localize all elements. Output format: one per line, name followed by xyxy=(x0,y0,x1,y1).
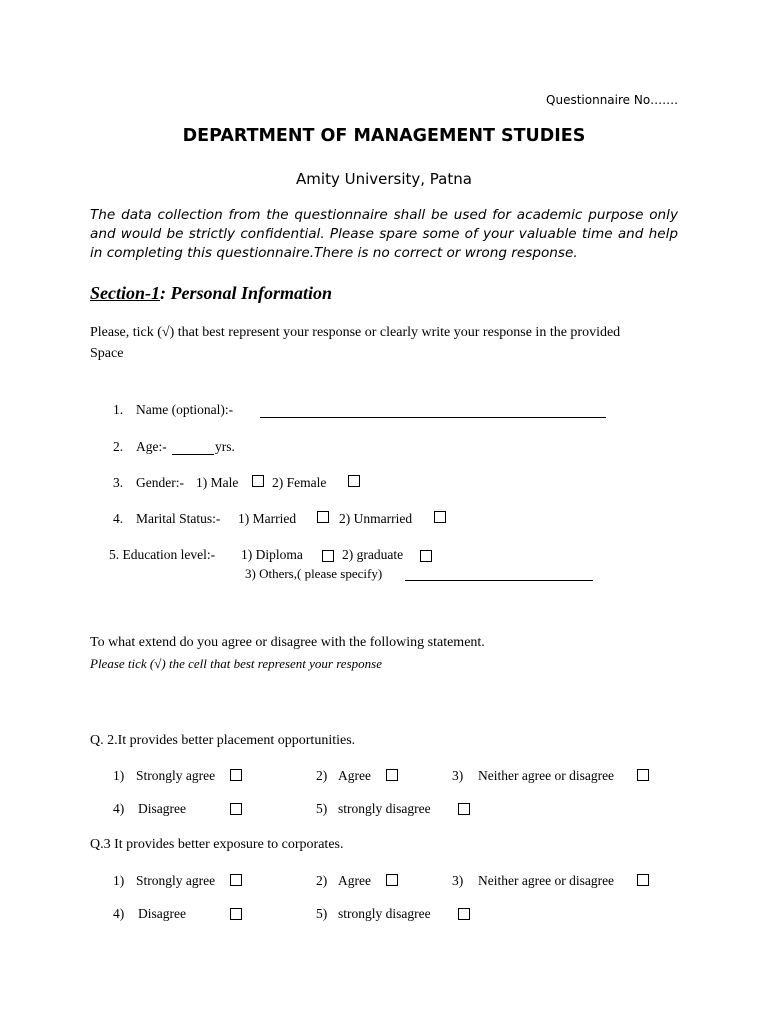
questionnaire-number: Questionnaire No……. xyxy=(546,93,678,107)
age-field-label: Age:- xyxy=(136,439,167,454)
name-field-label: Name (optional):- xyxy=(136,402,234,417)
q2-opt3-label: Neither agree or disagree xyxy=(478,768,615,783)
marital-field-number: 4. xyxy=(113,511,124,526)
q3-opt2-num: 2) xyxy=(316,873,328,888)
education-graduate-checkbox[interactable] xyxy=(420,550,432,562)
q2-neither-checkbox[interactable] xyxy=(637,769,649,781)
agree-prompt: To what extend do you agree or disagree with the following statement. xyxy=(90,635,485,650)
name-input-line[interactable] xyxy=(260,417,606,418)
q2-opt2-label: Agree xyxy=(338,768,371,783)
q3-opt3-num: 3) xyxy=(452,873,464,888)
q2-opt5-label: strongly disagree xyxy=(338,801,431,816)
agree-instruction: Please tick (√) the cell that best represent your response xyxy=(90,656,382,671)
q3-opt3-label: Neither agree or disagree xyxy=(478,873,615,888)
gender-option-male: 1) Male xyxy=(196,475,239,490)
q2-opt5-num: 5) xyxy=(316,801,328,816)
question-3-text: Q.3 It provides better exposure to corporates. xyxy=(90,837,344,852)
gender-field-number: 3. xyxy=(113,475,124,490)
gender-option-female: 2) Female xyxy=(272,475,327,490)
question-2-text: Q. 2.It provides better placement opportunities. xyxy=(90,733,356,748)
education-diploma-checkbox[interactable] xyxy=(322,550,334,562)
q3-opt4-num: 4) xyxy=(113,906,125,921)
q3-opt5-label: strongly disagree xyxy=(338,906,431,921)
section-instruction: Please, tick (√) that best represent your response or clearly write your response in the provided Space xyxy=(90,325,621,361)
q2-opt3-num: 3) xyxy=(452,768,464,783)
q3-neither-checkbox[interactable] xyxy=(637,874,649,886)
q2-opt1-label: Strongly agree xyxy=(136,768,216,783)
q2-strongly-agree-checkbox[interactable] xyxy=(230,769,242,781)
q2-opt1-num: 1) xyxy=(113,768,125,783)
section-heading-label: Section-1 xyxy=(90,283,160,303)
section-heading xyxy=(90,283,332,304)
age-input-line[interactable] xyxy=(172,454,214,455)
q2-disagree-checkbox[interactable] xyxy=(230,803,242,815)
page-title: DEPARTMENT OF MANAGEMENT STUDIES xyxy=(182,126,586,146)
marital-option-unmarried: 2) Unmarried xyxy=(339,511,413,526)
q2-agree-checkbox[interactable] xyxy=(386,769,398,781)
q3-opt1-label: Strongly agree xyxy=(136,873,216,888)
marital-field-label: Marital Status:- xyxy=(136,511,221,526)
marital-unmarried-checkbox[interactable] xyxy=(434,511,446,523)
q2-opt2-num: 2) xyxy=(316,768,328,783)
q3-opt4-label: Disagree xyxy=(138,906,186,921)
q3-strongly-agree-checkbox[interactable] xyxy=(230,874,242,886)
marital-married-checkbox[interactable] xyxy=(317,511,329,523)
marital-option-married: 1) Married xyxy=(238,511,297,526)
q3-strongly-disagree-checkbox[interactable] xyxy=(458,908,470,920)
education-option-diploma: 1) Diploma xyxy=(241,547,303,562)
education-others-input-line[interactable] xyxy=(405,580,593,581)
q3-opt5-num: 5) xyxy=(316,906,328,921)
age-field-number: 2. xyxy=(113,439,124,454)
gender-female-checkbox[interactable] xyxy=(348,475,360,487)
q3-disagree-checkbox[interactable] xyxy=(230,908,242,920)
gender-male-checkbox[interactable] xyxy=(252,475,264,487)
q3-opt1-num: 1) xyxy=(113,873,125,888)
age-field-suffix: yrs. xyxy=(215,439,235,454)
gender-field-label: Gender:- xyxy=(136,475,184,490)
education-field-label: 5. Education level:- xyxy=(109,547,216,562)
q2-opt4-label: Disagree xyxy=(138,801,186,816)
q2-opt4-num: 4) xyxy=(113,801,125,816)
q3-agree-checkbox[interactable] xyxy=(386,874,398,886)
q3-opt2-label: Agree xyxy=(338,873,371,888)
intro-paragraph: The data collection from the questionnaire shall be used for academic purpose only and would be strictly confidential. Please spare some of your valuable time and help in completing this questionnaire.There is no correct or wrong response. xyxy=(90,207,678,261)
page-subtitle: Amity University, Patna xyxy=(296,170,472,188)
education-option-others: 3) Others,( please specify) xyxy=(245,566,383,581)
education-option-graduate: 2) graduate xyxy=(342,547,404,562)
section-heading-title: : Personal Information xyxy=(160,283,333,303)
name-field-number: 1. xyxy=(113,402,124,417)
q2-strongly-disagree-checkbox[interactable] xyxy=(458,803,470,815)
